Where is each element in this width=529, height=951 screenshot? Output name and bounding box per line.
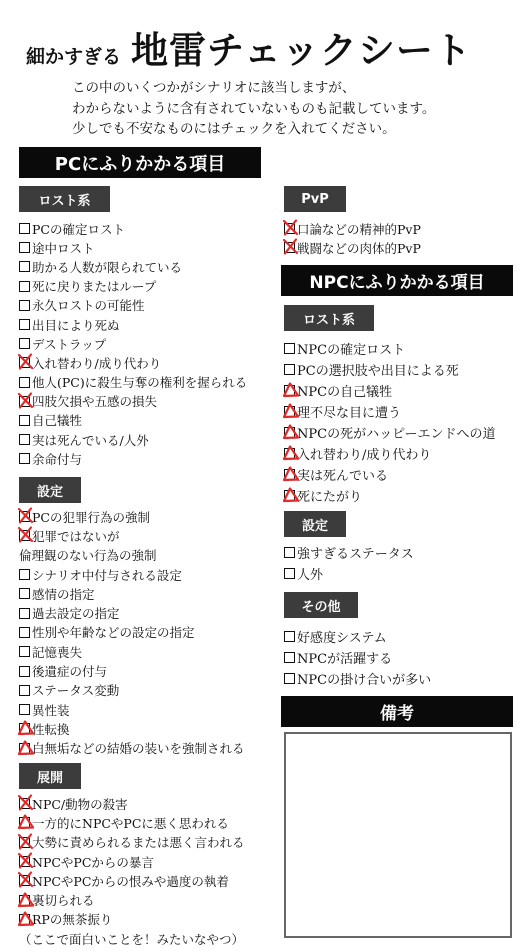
checkbox[interactable] [284,385,295,396]
notes-title: 備考 [281,696,513,727]
pc-lost-label: ロスト系 [19,186,110,212]
pc-settings-label: 設定 [19,477,81,503]
checklist-item [19,257,269,276]
sheet-title [26,20,516,72]
checkbox[interactable] [284,242,295,253]
checkbox[interactable] [284,448,295,459]
checkbox[interactable] [284,673,295,684]
checklist-item-label: NPCやPCからの暴言 [32,854,154,870]
checkbox[interactable] [19,261,30,272]
checklist-item [19,296,269,315]
checklist-item-label: 大勢に責められるまたは悪く言われる [32,835,245,851]
checklist-item [19,929,269,948]
checklist-item-label: 永久ロストの可能性 [32,298,145,314]
checkbox[interactable] [284,631,295,642]
checklist-item-label: PCの選択肢や出目による死 [297,364,459,379]
checklist-item [19,430,269,449]
checklist-item [284,338,514,359]
checklist-item [19,584,269,603]
checkbox[interactable] [284,364,295,375]
checklist-item-label: NPCの確定ロスト [297,343,406,358]
checklist-item [19,623,269,642]
checkbox[interactable] [19,837,30,848]
checklist-item-label: 入れ替わり/成り代わり [32,355,162,371]
checklist-item-label: PCの犯罪行為の強制 [32,509,150,525]
checkbox[interactable] [19,723,30,734]
pvp-list [284,219,514,257]
checklist-item [19,238,269,257]
checklist-item-label: 白無垢などの結婚の装いを強制される [32,741,245,757]
checkbox[interactable] [19,646,30,657]
npc-settings-label: 設定 [284,511,346,537]
checkbox[interactable] [19,666,30,677]
checklist-item [19,833,269,852]
checkbox[interactable] [284,343,295,354]
checkbox[interactable] [19,300,30,311]
checklist-item-label: 後遺症の付与 [32,664,108,680]
checkbox[interactable] [19,588,30,599]
checklist-item [19,526,269,545]
checklist-item-label: NPCの自己犠牲 [297,385,393,400]
checklist-item-label: 他人(PC)に殺生与奪の権利を握られる [32,375,248,391]
pc-development-list [19,794,269,948]
checklist-item [284,443,514,464]
checkbox[interactable] [19,415,30,426]
checklist-item-label: 犯罪ではないが [32,528,120,544]
checkbox[interactable] [19,704,30,715]
npc-settings-list [284,542,514,584]
checkbox[interactable] [19,685,30,696]
checklist-item-label: 人外 [297,568,324,583]
checklist-item [19,910,269,929]
checklist-item [19,507,269,526]
checklist-item-label: NPCの死がハッピーエンドへの道 [297,427,496,442]
checkbox[interactable] [19,453,30,464]
checklist-item-label: 自己犠牲 [32,413,83,429]
checklist-item [19,719,269,738]
notes-input-box[interactable] [284,732,512,938]
checklist-item-label: RPの無茶振り [32,912,113,928]
checkbox[interactable] [19,223,30,234]
npc-lost-label: ロスト系 [284,305,374,331]
checklist-item [19,794,269,813]
checklist-item-label: 実は死んでいる/人外 [32,432,149,448]
checklist-item-label: NPC/動物の殺害 [32,796,128,812]
checkbox[interactable] [19,396,30,407]
checklist-item [19,871,269,890]
checklist-item-label: （ここで面白いことを！みたいなやつ） [19,931,245,947]
npc-other-label: その他 [284,592,358,618]
pvp-label: PvP [284,186,346,212]
checkbox[interactable] [19,319,30,330]
checklist-item [19,411,269,430]
checklist-item [284,626,514,647]
checklist-item-label: 助かる人数が限られている [32,259,183,275]
checklist-item-label: 強すぎるステータス [297,547,414,562]
checkbox[interactable] [19,338,30,349]
checklist-item-label: 性転換 [32,721,70,737]
checklist-item-label: 理不尽な目に遭う [297,406,402,421]
pc-lost-list [19,219,269,468]
checklist-item-label: PCの確定ロスト [32,221,125,237]
checklist-item-label: 倫理観のない行為の強制 [19,548,157,564]
checklist-item-label: NPCやPCからの恨みや過度の執着 [32,873,229,889]
checkbox[interactable] [284,469,295,480]
checkbox[interactable] [19,434,30,445]
checkbox[interactable] [19,627,30,638]
checkbox[interactable] [19,856,30,867]
npc-lost-list [284,338,514,506]
checklist-item [19,315,269,334]
checklist-item [19,277,269,296]
checklist-item-label: 一方的にNPCやPCに悪く思われる [32,815,229,831]
checklist-item [284,563,514,584]
checklist-item-label: 異性装 [32,702,70,718]
checkbox[interactable] [19,798,30,809]
checkbox[interactable] [19,377,30,388]
checkbox[interactable] [19,914,30,925]
checkbox[interactable] [284,406,295,417]
checkbox[interactable] [19,743,30,754]
checklist-item [284,219,514,238]
checkbox[interactable] [19,608,30,619]
checklist-item-label: デストラップ [32,336,107,352]
npc-section-title: NPCにふりかかる項目 [281,265,513,296]
intro-line: わからないように含有されていないものも記載しています。 [72,100,436,117]
checklist-item-label: 四肢欠損や五感の損失 [32,394,158,410]
checklist-item [19,219,269,238]
checklist-item-label: 途中ロスト [32,240,95,256]
checklist-item-label: 余命付与 [32,451,83,467]
title-big: 地雷チェックシート [131,29,472,72]
checklist-item [284,464,514,485]
intro-line: 少しでも不安なものにはチェックを入れてください。 [72,121,396,137]
intro-line: この中のいくつかがシナリオに該当しますが、 [72,80,356,96]
checklist-item-label: 口論などの精神的PvP [297,221,421,237]
checkbox[interactable] [19,281,30,292]
checklist-item [19,661,269,680]
checklist-item-label: 死に戻りまたはループ [32,279,157,295]
checklist-item-label: 裏切られる [32,893,95,909]
checklist-item-label: NPCが活躍する [297,652,393,667]
npc-other-list [284,626,514,689]
checklist-item [19,813,269,832]
checklist-item [19,603,269,622]
checklist-item [284,380,514,401]
checklist-item [19,890,269,909]
checklist-item [284,401,514,422]
checkbox[interactable] [284,652,295,663]
checklist-item-label: シナリオ中付与される設定 [32,567,182,583]
checklist-item [19,852,269,871]
checklist-item [19,546,269,565]
checklist-item [19,353,269,372]
checklist-item-label: 出目により死ぬ [32,317,120,333]
checklist-item-label: 記憶喪失 [32,644,83,660]
checklist-item [19,739,269,758]
title-small: 細かすぎる [26,46,122,68]
checklist-item [284,668,514,689]
checkbox[interactable] [19,817,30,828]
checklist-item [284,359,514,380]
checkbox[interactable] [19,569,30,580]
checklist-item [284,485,514,506]
checklist-item [284,542,514,563]
checkbox[interactable] [19,530,30,541]
checkbox[interactable] [19,357,30,368]
checklist-item-label: 実は死んでいる [297,469,389,484]
checklist-item [19,700,269,719]
checkbox[interactable] [284,568,295,579]
checkbox[interactable] [284,427,295,438]
checklist-item [284,647,514,668]
checklist-item-label: 戦闘などの肉体的PvP [297,240,421,256]
intro-text [72,78,512,140]
checklist-item-label: 死にたがり [297,490,363,505]
checklist-item [284,238,514,257]
checkbox[interactable] [19,875,30,886]
pc-section-title: PCにふりかかる項目 [19,147,261,178]
checklist-item [19,681,269,700]
checklist-item [19,449,269,468]
checklist-item [19,392,269,411]
checklist-item [19,334,269,353]
checklist-item-label: 好感度システム [297,631,387,646]
checklist-item-label: 性別や年齢などの設定の指定 [32,625,195,641]
checkbox[interactable] [284,490,295,501]
checklist-item [284,422,514,443]
checklist-item [19,642,269,661]
checklist-item [19,565,269,584]
checklist-item [19,373,269,392]
pc-settings-list [19,507,269,758]
checklist-item-label: 感情の指定 [32,586,95,602]
checkbox[interactable] [19,895,30,906]
checkbox[interactable] [284,547,295,558]
checklist-item-label: 入れ替わり/成り代わり [297,448,432,463]
checkbox[interactable] [284,223,295,234]
pc-development-label: 展開 [19,763,81,789]
checklist-item-label: NPCの掛け合いが多い [297,673,432,688]
checkbox[interactable] [19,242,30,253]
checkbox[interactable] [19,511,30,522]
checklist-item-label: ステータス変動 [32,683,120,699]
checklist-item-label: 過去設定の指定 [32,606,120,622]
